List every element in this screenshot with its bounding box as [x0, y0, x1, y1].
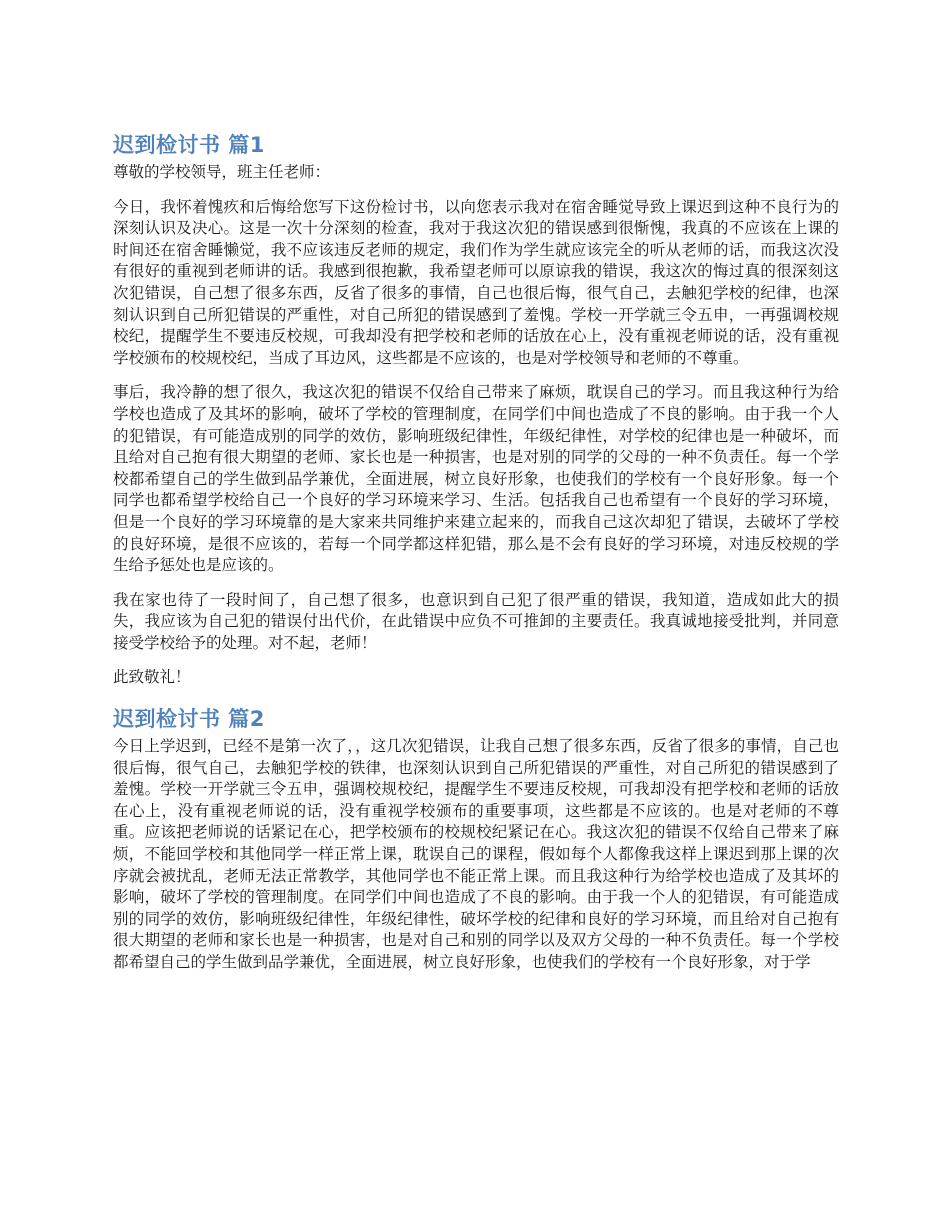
paragraph: 今日上学迟到，已经不是第一次了，，这几次犯错误，让我自己想了很多东西，反省了很多的事情，自己也很后悔，很气自己，去触犯学校的铁律，也深刻认识到自己所犯错误的严重性，对自己所犯的错误感到了羞愧。学校一开学就三令五申，强调校规校纪，提醒学生不要违反校规，可我却没有把学校和老师的话放在心上，没有重视老师说的话，没有重视学校颁布的重要事项，这些都是不应该的。也是对老师的不尊重。应该把老师说的话紧记在心，把学校颁布的校规校纪紧记在心。我这次犯的错误不仅给自己带来了麻烦，不能回学校和其他同学一样正常上课，耽误自己的课程，假如每个人都像我这样上课迟到那上课的次序就会被扰乱，老师无法正常教学，其他同学也不能正常上课。而且我这种行为给学校也造成了及其坏的影响，破坏了学校的管理制度。在同学们中间也造成了不良的影响。由于我一个人的犯错误，有可能造成别的同学的效仿，影响班级纪律性，年级纪律性，破坏学校的纪律和良好的学习环境，而且给对自己抱有很大期望的老师和家长也是一种损害，也是对自己和别的同学以及双方父母的一种不负责任。每一个学校都希望自己的学生做到品学兼优，全面进展，树立良好形象，也使我们的学校有一个良好形象，对于学 [113, 737, 839, 971]
paragraph: 今日，我怀着愧疚和后悔给您写下这份检讨书，以向您表示我对在宿舍睡觉导致上课迟到这种不良行为的深刻认识及决心。这是一次十分深刻的检查，我对于我这次犯的错误感到很惭愧，我真的不应该在上课的时间还在宿舍睡懒觉，我不应该违反老师的规定，我们作为学生就应该完全的听从老师的话，而我这次没有很好的重视到老师讲的话。我感到很抱歉，我希望老师可以原谅我的错误，我这次的悔过真的很深刻这次犯错误，自己想了很多东西，反省了很多的事情，自己也很后悔，很气自己，去触犯学校的纪律，也深刻认识到自己所犯错误的严重性，对自己所犯的错误感到了羞愧。学校一开学就三令五申，一再强调校规校纪，提醒学生不要违反校规，可我却没有把学校和老师的话放在心上，没有重视老师说的话，没有重视学校颁布的校规校纪，当成了耳边风，这些都是不应该的，也是对学校领导和老师的不尊重。 [113, 197, 839, 367]
closing: 此致敬礼！ [113, 668, 191, 687]
document-body [113, 128, 839, 974]
paragraph: 事后，我冷静的想了很久，我这次犯的错误不仅给自己带来了麻烦，耽误自己的学习。而且我这种行为给学校也造成了及其坏的影响，破坏了学校的管理制度，在同学们中间也造成了不良的影响。由于我一个人的犯错误，有可能造成别的同学的效仿，影响班级纪律性，年级纪律性，对学校的纪律也是一种破坏，而且给对自己抱有很大期望的老师、家长也是一种损害，也是对别的同学的父母的一种不负责任。每一个学校都希望自己的学生做到品学兼优，全面进展，树立良好形象，也使我们的学校有一个良好形象。每一个同学也都希望学校给自己一个良好的学习环境来学习、生活。包括我自己也希望有一个良好的学习环境，但是一个良好的学习环境靠的是大家来共同维护来建立起来的，而我自己这次却犯了错误，去破坏了学校的良好环境，是很不应该的，若每一个同学都这样犯错，那么是不会有良好的学习环境，对违反校规的学生给予惩处也是应该的。 [113, 383, 839, 575]
section-title-2: 迟到检讨书 篇2 [113, 707, 265, 732]
section-title-1: 迟到检讨书 篇1 [113, 133, 265, 157]
salutation: 尊敬的学校领导，班主任老师： [113, 163, 331, 181]
paragraph: 我在家也待了一段时间了，自己想了很多，也意识到自己犯了很严重的错误，我知道，造成如此大的损失，我应该为自己犯的错误付出代价，在此错误中应负不可推卸的主要责任。我真诚地接受批判，并同意接受学校给予的处理。对不起，老师！ [113, 590, 839, 652]
